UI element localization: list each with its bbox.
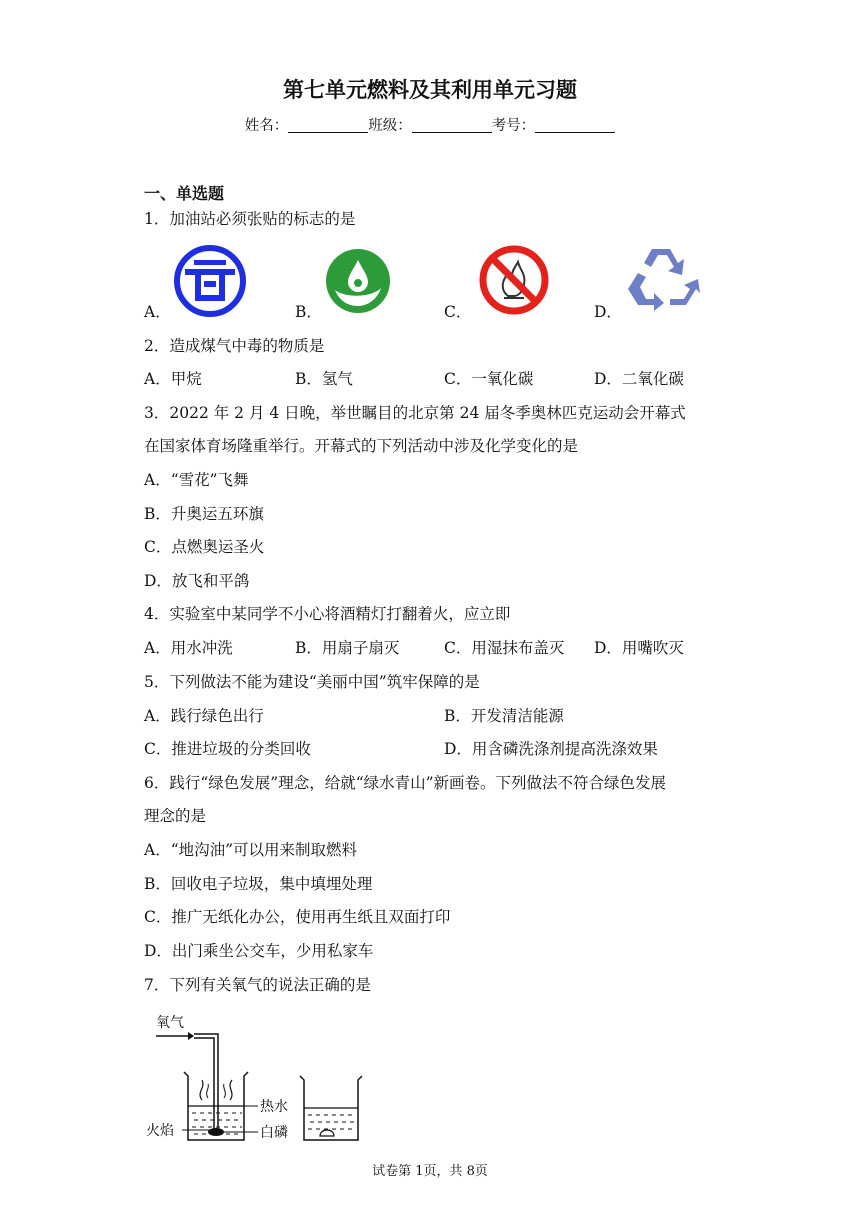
q6-option-c[interactable]: C．推广无纸化办公，使用再生纸且双面打印 xyxy=(144,908,451,926)
white-phosphorus-label: 白磷 xyxy=(260,1125,288,1141)
experiment-figure xyxy=(146,1010,376,1150)
q1-option-c-label: C． xyxy=(444,303,472,321)
q1-option-b-label: B． xyxy=(295,303,322,321)
question-6-stem-line2: 理念的是 xyxy=(144,807,207,825)
q6-option-d[interactable]: D．出门乘坐公交车，少用私家车 xyxy=(144,942,374,960)
page-footer: 试卷第 1页，共 8页 xyxy=(372,1164,488,1179)
question-3-stem-line2: 在国家体育场隆重举行。开幕式的下列活动中涉及化学变化的是 xyxy=(144,437,579,455)
name-blank[interactable] xyxy=(288,118,368,133)
class-blank[interactable] xyxy=(412,118,492,133)
flame-label: 火焰 xyxy=(146,1123,174,1139)
question-3-stem-line1: 3．2022 年 2 月 4 日晚，举世瞩目的北京第 24 届冬季奥林匹克运动会开幕式 xyxy=(144,404,686,422)
hot-water-label: 热水 xyxy=(260,1099,288,1115)
q1-option-d-label: D． xyxy=(594,303,622,321)
q4-option-b[interactable]: B．用扇子扇灭 xyxy=(295,639,400,657)
q4-option-d[interactable]: D．用嘴吹灭 xyxy=(594,639,684,657)
q2-option-a[interactable]: A．甲烷 xyxy=(144,370,202,388)
recycle-sign-icon xyxy=(624,243,702,313)
q2-option-c[interactable]: C．一氧化碳 xyxy=(444,370,534,388)
question-7-stem: 7．下列有关氧气的说法正确的是 xyxy=(144,976,371,994)
q5-option-d[interactable]: D．用含磷洗涤剂提高洗涤效果 xyxy=(444,740,658,758)
student-info xyxy=(0,114,860,135)
q3-option-c[interactable]: C．点燃奥运圣火 xyxy=(144,538,265,556)
q4-option-c[interactable]: C．用湿抹布盖灭 xyxy=(444,639,565,657)
q3-option-b[interactable]: B．升奥运五环旗 xyxy=(144,505,264,523)
q4-option-a[interactable]: A．用水冲洗 xyxy=(144,639,233,657)
exam-label: 考号： xyxy=(491,118,536,134)
q3-option-d[interactable]: D．放飞和平鸽 xyxy=(144,572,250,590)
q2-option-b[interactable]: B．氢气 xyxy=(295,370,353,388)
question-4-stem: 4．实验室中某同学不小心将酒精灯打翻着火，应立即 xyxy=(144,605,511,623)
q6-option-b[interactable]: B．回收电子垃圾，集中填埋处理 xyxy=(144,875,373,893)
q6-option-a[interactable]: A．“地沟油”可以用来制取燃料 xyxy=(144,841,358,859)
oxygen-label: 氧气 xyxy=(156,1015,184,1031)
class-label: 班级： xyxy=(368,118,412,134)
q1-option-a-label: A． xyxy=(144,303,171,321)
q5-option-a[interactable]: A．践行绿色出行 xyxy=(144,707,264,725)
section-heading: 一、单选题 xyxy=(144,184,225,203)
question-5-stem: 5．下列做法不能为建设“美丽中国”筑牢保障的是 xyxy=(144,673,480,691)
question-1-stem: 1．加油站必须张贴的标志的是 xyxy=(144,210,356,228)
q3-option-a[interactable]: A．“雪花”飞舞 xyxy=(144,471,249,489)
exam-blank[interactable] xyxy=(535,118,615,133)
q5-option-c[interactable]: C．推进垃圾的分类回收 xyxy=(144,740,311,758)
page-title: 第七单元燃料及其利用单元习题 xyxy=(283,77,577,102)
question-2-stem: 2．造成煤气中毒的物质是 xyxy=(144,337,325,355)
q5-option-b[interactable]: B．开发清洁能源 xyxy=(444,707,564,725)
water-saving-sign-icon xyxy=(174,245,246,317)
name-label: 姓名： xyxy=(244,118,289,134)
question-6-stem-line1: 6．践行“绿色发展”理念，给就“绿水青山”新画卷。下列做法不符合绿色发展 xyxy=(144,774,667,792)
water-drop-sign-icon xyxy=(325,248,391,314)
no-fire-sign-icon xyxy=(478,244,550,316)
q2-option-d[interactable]: D．二氧化碳 xyxy=(594,370,684,388)
